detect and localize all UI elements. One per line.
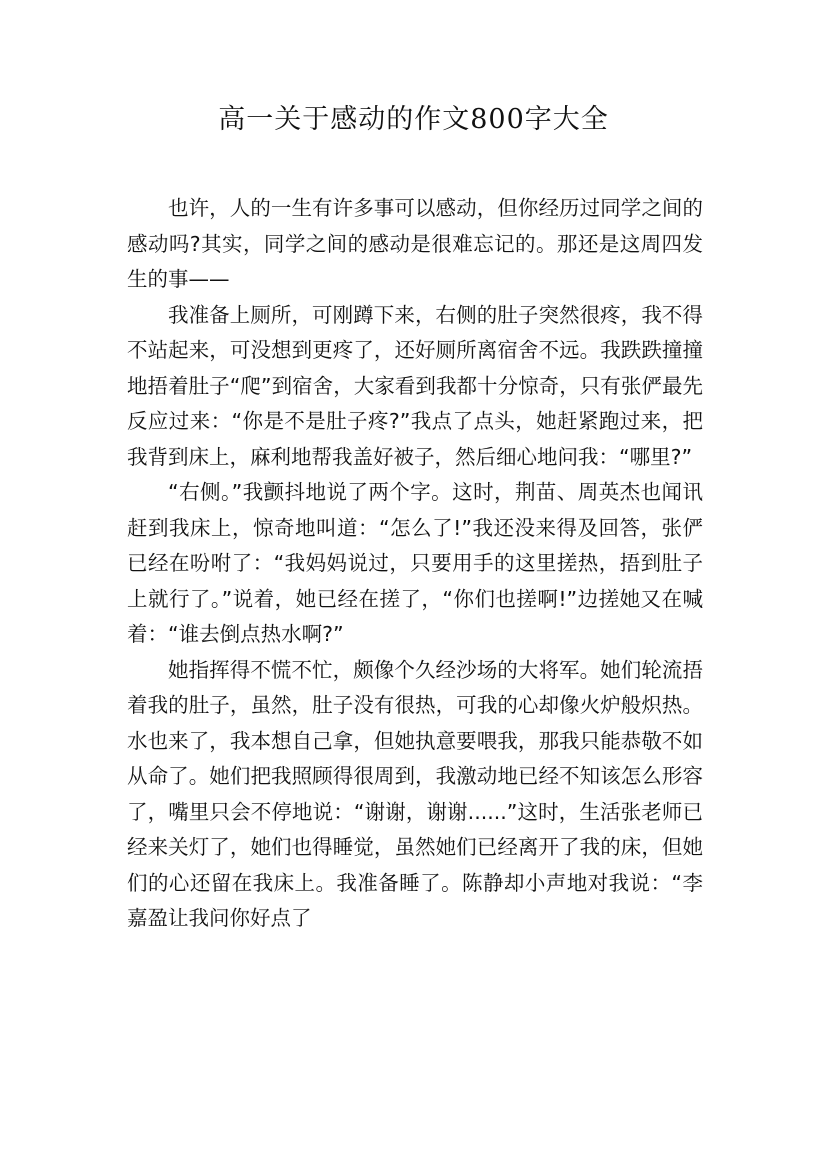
paragraph-3: “右侧。”我颤抖地说了两个字。这时，荆苗、周英杰也闻讯赶到我床上，惊奇地叫道：“怎么了!”我还没来得及回答，张俨已经在吩咐了：“我妈妈说过，只要用手的这里搓热，捂到肚子上就行了。”说着，她已经在搓了，“你们也搓啊!”边搓她又在喊着：“谁去倒点热水啊?” [127, 480, 703, 646]
document-body [127, 191, 703, 937]
document-title: 高一关于感动的作文800字大全 [218, 104, 609, 135]
paragraph-2: 我准备上厕所，可刚蹲下来，右侧的肚子突然很疼，我不得不站起来，可没想到更疼了，还好厕所离宿舍不远。我跌跌撞撞地捂着肚子“爬”到宿舍，大家看到我都十分惊奇，只有张俨最先反应过来：“你是不是肚子疼?”我点了点头，她赶紧跑过来，把我背到床上，麻利地帮我盖好被子，然后细心地问我：“哪里?” [127, 302, 703, 469]
paragraph-4: 她指挥得不慌不忙，颇像个久经沙场的大将军。她们轮流捂着我的肚子，虽然，肚子没有很热，可我的心却像火炉般炽热。水也来了，我本想自己拿，但她执意要喂我，那我只能恭敬不如从命了。她们把我照顾得很周到，我激动地已经不知该怎么形容了，嘴里只会不停地说：“谢谢，谢谢......”这时，生活张老师已经来关灯了，她们也得睡觉，虽然她们已经离开了我的床，但她们的心还留在我床上。我准备睡了。陈静却小声地对我说：“李嘉盈让我问你好点了 [127, 657, 703, 930]
paragraph-1: 也许，人的一生有许多事可以感动，但你经历过同学之间的感动吗?其实，同学之间的感动是很难忘记的。那还是这周四发生的事—— [127, 196, 703, 291]
